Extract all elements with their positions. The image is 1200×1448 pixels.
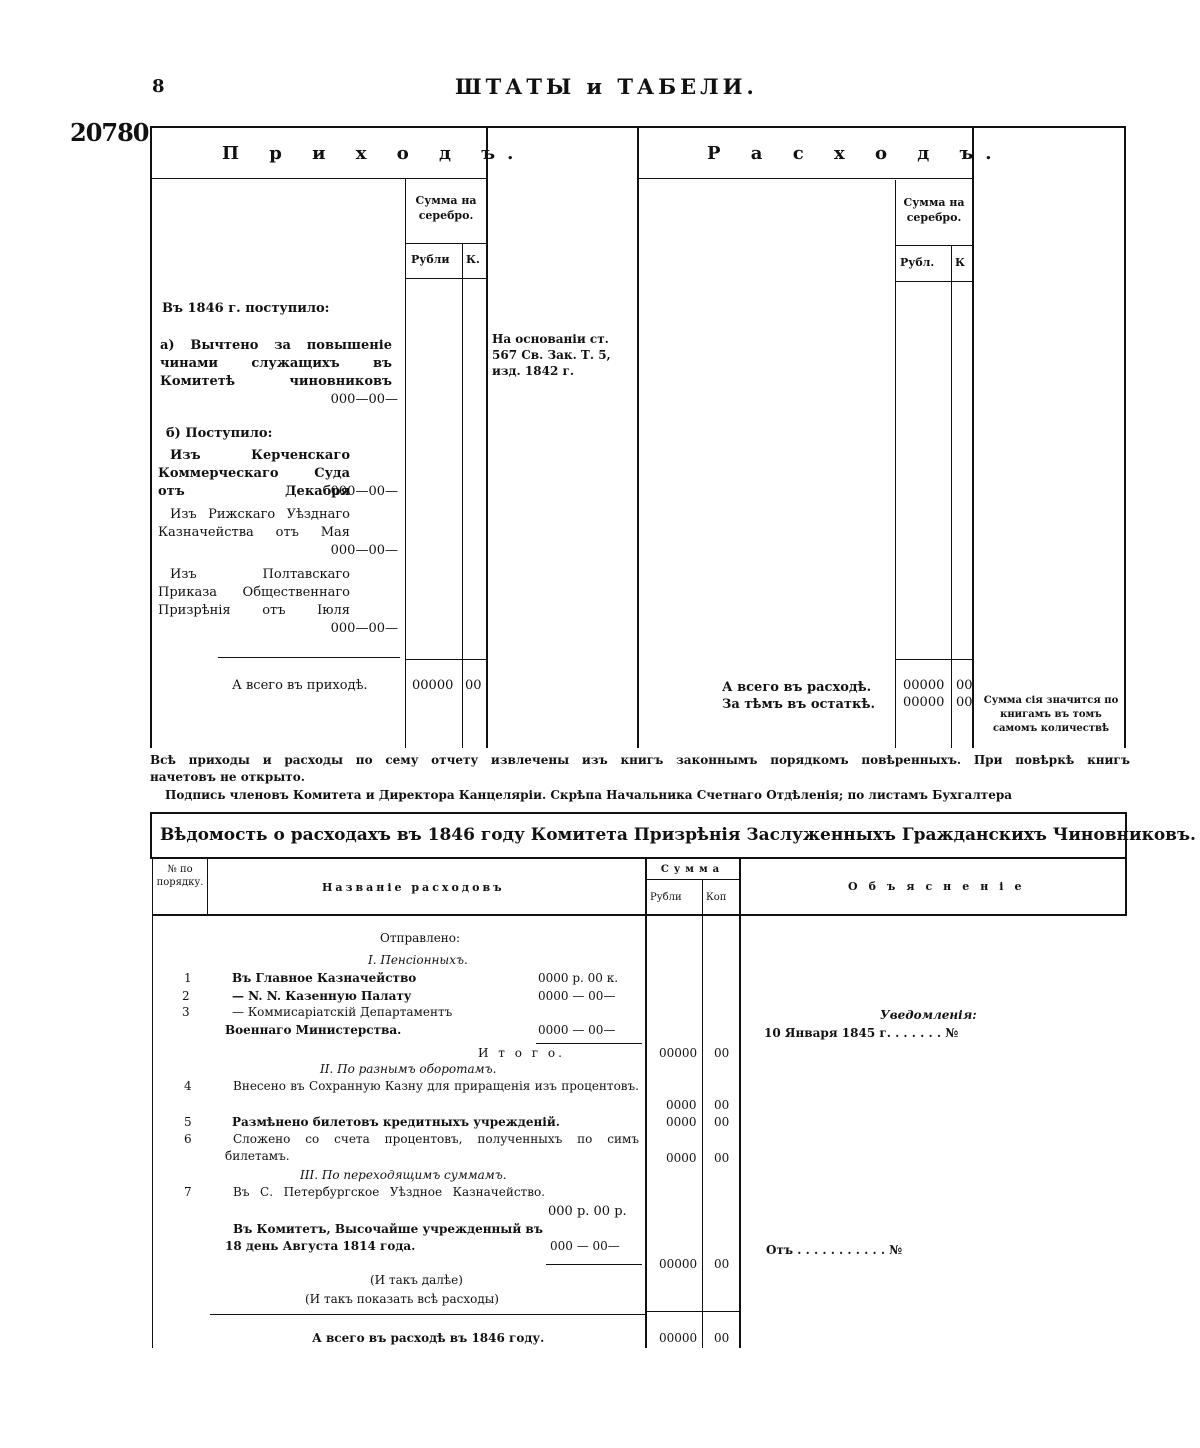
section-2-title: II. По разнымъ оборотамъ. bbox=[320, 1062, 497, 1076]
and-so-on-note: (И такъ далѣе) bbox=[370, 1273, 463, 1287]
total-income-rub: 00000 bbox=[412, 678, 454, 693]
row-3-text: — Коммисаріатскій Департаментъ bbox=[232, 1005, 453, 1019]
from-line: Отъ . . . . . . . . . . . № bbox=[766, 1243, 903, 1257]
total-income-label: А всего въ приходѣ. bbox=[232, 678, 368, 693]
itogo-kop: 00 bbox=[714, 1046, 730, 1060]
section-1-title: I. Пенсіонныхъ. bbox=[368, 953, 468, 967]
row-6-rub: 0000 bbox=[666, 1151, 697, 1165]
grand-total-rub: 00000 bbox=[659, 1331, 698, 1345]
basis-note: На основаніи ст. 567 Св. Зак. Т. 5, изд. 1842 г. bbox=[492, 332, 611, 378]
row-3-text-2: Военнаго Министерства. bbox=[225, 1023, 402, 1037]
section-3-title: III. По переходящимъ суммамъ. bbox=[300, 1168, 507, 1182]
row-2-no: 2 bbox=[182, 989, 190, 1003]
row-7b-text: Въ Комитетъ, Высочайше учрежденный въ 18 день Августа 1814 года. bbox=[225, 1222, 543, 1253]
row-1-amount: 0000 р. 00 к. bbox=[538, 971, 619, 985]
verification-line-2: начетовъ не открыто. bbox=[150, 770, 305, 784]
col-name-header: Названіе расходовъ bbox=[322, 881, 505, 894]
notice-date: 10 Января 1845 г. . . . . . . № bbox=[764, 1026, 959, 1040]
row-6-text: Сложено со счета процентовъ, полученныхъ по симъ билетамъ. bbox=[225, 1132, 639, 1163]
statement-title: Вѣдомость о расходахъ въ 1846 году Комитета Призрѣнія Заслуженныхъ Гражданскихъ Чиновниковъ. bbox=[160, 825, 1196, 845]
row-1-no: 1 bbox=[184, 971, 192, 985]
expense-rub-header: Рубл. bbox=[900, 256, 935, 269]
total-expense-rub: 00000 bbox=[903, 678, 945, 693]
row-7-rub: 00000 bbox=[659, 1257, 698, 1271]
balance-rub: 00000 bbox=[903, 695, 945, 710]
row-4-no: 4 bbox=[184, 1079, 192, 1093]
row-2-amount: 0000 — 00— bbox=[538, 989, 616, 1003]
item-b1-text: Изъ Керченскаго Коммерческаго Суда отъ Декабря bbox=[158, 448, 350, 499]
row-3-amount: 0000 — 00— bbox=[538, 1023, 616, 1037]
row-7b-amount: 000 — 00— bbox=[550, 1239, 620, 1253]
row-4-text: Внесено въ Сохранную Казну для приращенія изъ процентовъ. bbox=[233, 1079, 639, 1093]
total-expense-kop: 00 bbox=[956, 678, 973, 693]
itogo-rub: 00000 bbox=[659, 1046, 698, 1060]
item-a-text: а) Вычтено за повышеніе чинами служащихъ въ Комитетѣ чиновниковъ bbox=[160, 338, 392, 389]
row-3-no: 3 bbox=[182, 1005, 190, 1019]
row-7-no: 7 bbox=[184, 1185, 192, 1199]
expense-header: Р а с х о д ъ. bbox=[707, 143, 1004, 164]
expense-kop-header: К bbox=[955, 256, 966, 269]
verification-note bbox=[150, 752, 1130, 786]
income-kop-header: К. bbox=[466, 253, 480, 266]
item-a-amount: 000—00— bbox=[330, 392, 398, 407]
row-5-rub: 0000 bbox=[666, 1115, 697, 1129]
row-5-kop: 00 bbox=[714, 1115, 730, 1129]
income-header: П р и х о д ъ. bbox=[222, 143, 526, 164]
item-b-title: б) Поступило: bbox=[166, 426, 273, 441]
balance-kop: 00 bbox=[956, 695, 973, 710]
row-2-text: — N. N. Казенную Палату bbox=[232, 989, 412, 1003]
page-number: 8 bbox=[152, 76, 165, 97]
item-b3-amount: 000—00— bbox=[330, 621, 398, 636]
expense-sum-header: Сумма на серебро. bbox=[903, 196, 965, 224]
row-7-text: Въ С. Петербургское Уѣздное Казначейство. bbox=[233, 1185, 545, 1199]
signature-note: Подпись членовъ Комитета и Директора Канцеляріи. Скрѣпа Начальника Счетнаго Отдѣленія; по листамъ Бухгалтера bbox=[165, 788, 1013, 802]
income-rub-header: Рубли bbox=[411, 253, 450, 266]
document-number: 20780 bbox=[70, 118, 149, 147]
grand-total-kop: 00 bbox=[714, 1331, 730, 1345]
row-4-kop: 00 bbox=[714, 1098, 730, 1112]
total-income-kop: 00 bbox=[465, 678, 482, 693]
col-expl-header: Объясненіе bbox=[848, 880, 1033, 893]
received-title: Въ 1846 г. поступило: bbox=[162, 301, 330, 316]
row-5-no: 5 bbox=[184, 1115, 192, 1129]
col-no-header: № по порядку. bbox=[156, 864, 204, 888]
income-sum-header: Сумма на серебро. bbox=[415, 194, 477, 222]
page-title: ШТАТЫ и ТАБЕЛИ. bbox=[455, 74, 758, 99]
item-b2-text: Изъ Рижскаго Уѣзднаго Казначейства отъ Мая bbox=[158, 507, 350, 540]
col-sum-header: Сумма bbox=[660, 864, 725, 875]
total-expense-label: А всего въ расходѣ. bbox=[722, 680, 872, 695]
row-6-no: 6 bbox=[184, 1132, 192, 1146]
row-5-text: Размѣнено билетовъ кредитныхъ учрежденій. bbox=[232, 1115, 560, 1129]
row-6-kop: 00 bbox=[714, 1151, 730, 1165]
item-b1-amount: 000—00— bbox=[330, 484, 398, 499]
col-kop-header: Коп bbox=[706, 892, 727, 903]
row-7-kop: 00 bbox=[714, 1257, 730, 1271]
col-rub-header: Рубли bbox=[650, 892, 682, 903]
sent-label: Отправлено: bbox=[380, 931, 461, 945]
grand-total-label: А всего въ расходѣ въ 1846 году. bbox=[312, 1331, 545, 1345]
row-1-text: Въ Главное Казначейство bbox=[232, 971, 417, 985]
notice-label: Уведомленія: bbox=[880, 1008, 977, 1022]
item-b2-amount: 000—00— bbox=[330, 543, 398, 558]
itogo-label: И т о г о. bbox=[478, 1046, 565, 1060]
verification-line-1: Всѣ приходы и расходы по сему отчету извлечены изъ книгъ законнымъ порядкомъ повѣренныхъ. При повѣркѣ книгъ bbox=[150, 753, 1130, 767]
balance-label: За тѣмъ въ остаткѣ. bbox=[722, 697, 876, 712]
row-7-amount: 000 р. 00 р. bbox=[548, 1204, 627, 1219]
right-note: Сумма сія значится по книгамъ въ томъ самомъ количествѣ bbox=[983, 695, 1119, 734]
item-b3-text: Изъ Полтавскаго Приказа Общественнаго Призрѣнія отъ Іюля bbox=[158, 567, 350, 618]
show-all-note: (И такъ показать всѣ расходы) bbox=[305, 1292, 499, 1306]
row-4-rub: 0000 bbox=[666, 1098, 697, 1112]
